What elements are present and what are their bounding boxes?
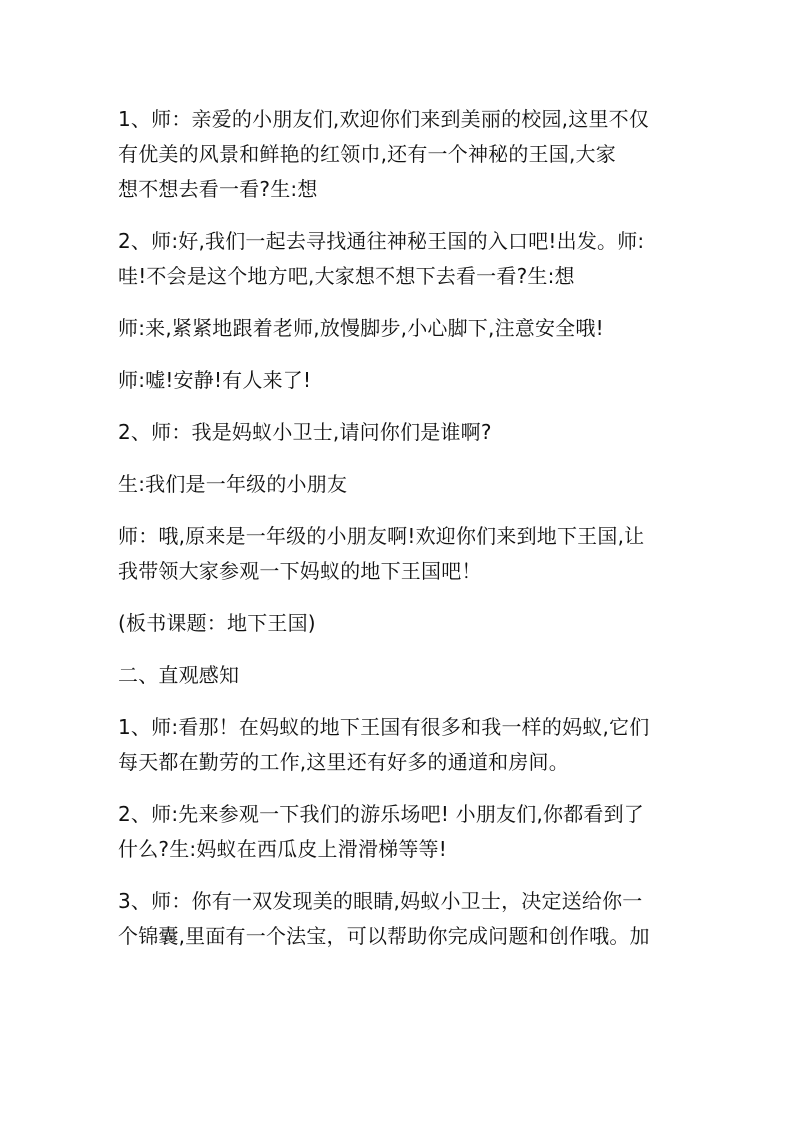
paragraph-11 — [118, 797, 678, 867]
paragraph-5 — [118, 415, 678, 450]
paragraph-line: 个锦囊,里面有一个法宝，可以帮助你完成问题和创作哦。加 — [118, 924, 650, 948]
paragraph-7 — [118, 519, 678, 589]
paragraph-line: 生:我们是一年级的小朋友 — [118, 472, 348, 496]
paragraph-1 — [118, 102, 678, 207]
section-heading — [118, 658, 678, 693]
paragraph-line: 师：哦,原来是一年级的小朋友啊!欢迎你们来到地下王国,让 — [118, 524, 645, 548]
paragraph-4 — [118, 363, 678, 398]
paragraph-8 — [118, 606, 678, 641]
paragraph-line: 想不想去看一看?生:想 — [118, 177, 318, 201]
paragraph-line: 3、师：你有一双发现美的眼睛,妈蚁小卫士，决定送给你一 — [118, 889, 643, 913]
paragraph-line: 2、师：我是妈蚁小卫士,请问你们是谁啊? — [118, 420, 492, 444]
paragraph-line: 1、师:看那！在妈蚁的地下王国有很多和我一样的妈蚁,它们 — [118, 715, 650, 739]
paragraph-line: 什么?生:妈蚁在西瓜皮上滑滑梯等等! — [118, 837, 447, 861]
paragraph-line: 哇!不会是这个地方吧,大家想不想下去看一看?生:想 — [118, 264, 575, 288]
paragraph-line: 二、直观感知 — [118, 663, 240, 687]
paragraph-6 — [118, 467, 678, 502]
document-page — [118, 102, 678, 971]
paragraph-12 — [118, 884, 678, 954]
paragraph-3 — [118, 311, 678, 346]
paragraph-line: 2、师:先来参观一下我们的游乐场吧! 小朋友们,你都看到了 — [118, 802, 644, 826]
paragraph-line: 我带领大家参观一下妈蚁的地下王国吧！ — [118, 559, 482, 583]
paragraph-line: 1、师：亲爱的小朋友们,欢迎你们来到美丽的校园,这里不仅 — [118, 107, 650, 131]
paragraph-line: (板书课题：地下王国) — [118, 611, 316, 635]
paragraph-line: 每天都在勤劳的工作,这里还有好多的通道和房间。 — [118, 750, 569, 774]
paragraph-line: 师:嘘!安静!有人来了! — [118, 368, 312, 392]
paragraph-line: 师:来,紧紧地跟着老师,放慢脚步,小心脚下,注意安全哦! — [118, 316, 604, 340]
paragraph-2 — [118, 224, 678, 294]
paragraph-line: 有优美的风景和鲜艳的红领巾,还有一个神秘的王国,大家 — [118, 142, 616, 166]
paragraph-line: 2、师:好,我们一起去寻找通往神秘王国的入口吧!出发。师: — [118, 229, 645, 253]
paragraph-10 — [118, 710, 678, 780]
